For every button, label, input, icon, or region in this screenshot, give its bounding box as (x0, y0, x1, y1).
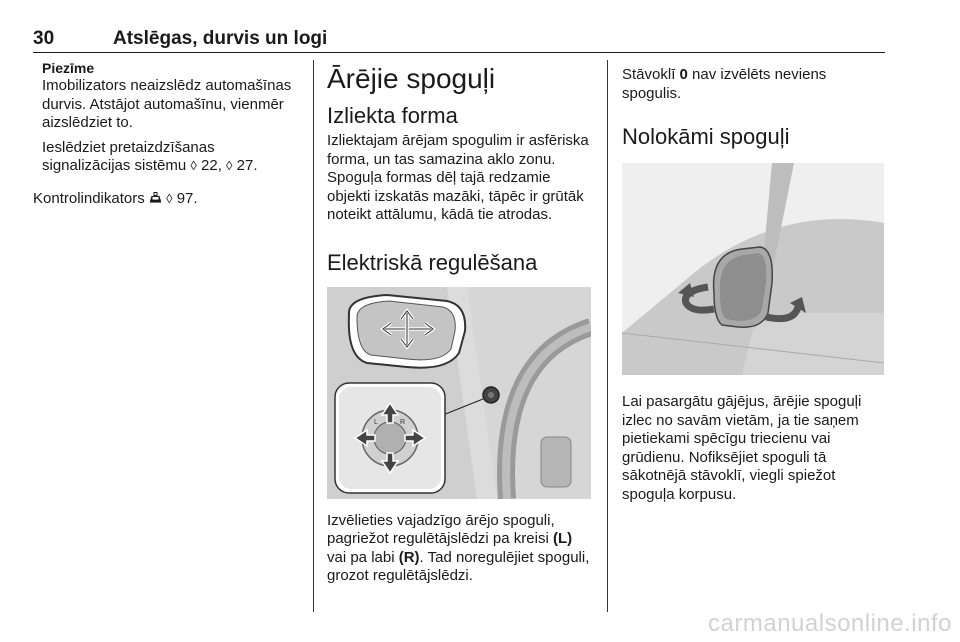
folding-mirror-illustration (622, 163, 884, 375)
column-middle (327, 60, 595, 586)
body-text: vai pa labi (327, 548, 395, 566)
switch-label-l: L (374, 418, 378, 426)
page-ref[interactable]: 22 (201, 157, 218, 174)
folding-mirror (714, 247, 773, 327)
body-paragraph (327, 512, 595, 586)
switch-inset (335, 383, 445, 493)
subsection-title: Elektriskā regulēšana (327, 249, 538, 275)
label-left: (L) (552, 530, 573, 547)
column-right (622, 60, 884, 504)
column-divider (607, 60, 608, 612)
watermark: carmanualsonline.info (708, 610, 952, 637)
chapter-title: Atslēgas, durvis un logi (113, 28, 328, 49)
note-paragraph: Imobilizators neaizslēdz automašīnas durvis. Atstājot automašīnu, vienmēr aizslēdziet to. (42, 77, 292, 131)
note-paragraph: Ieslēdziet pretaizdzīšanas signalizācijas sistēmu ◊ 22, ◊ 27. (42, 138, 258, 174)
page-ref[interactable]: 97. (176, 189, 198, 207)
side-mirror (349, 295, 465, 368)
body-paragraph: Izliektajam ārējam spogulim ir asfēriska forma, un tas samazina aklo zonu. Spoguļa formas dēļ tajā redzamie objekti izskatās mazāki, tāpēc ir grūtāk noteikt attālumu, kādā tie atrodas. (327, 132, 589, 223)
position-zero: 0 (679, 66, 688, 83)
note-box (42, 60, 303, 176)
indicator-text: Kontrolindikators (33, 189, 145, 207)
mirror-adjust-illustration (327, 287, 591, 499)
subsection-title: Izliekta forma (327, 103, 458, 128)
xref-icon: ◊ (190, 158, 197, 173)
body-text: Stāvoklī (622, 66, 676, 83)
switch-label-r: R (400, 418, 406, 426)
subsection-title: Nolokāmi spoguļi (622, 124, 790, 149)
car-lock-icon (149, 192, 162, 204)
body-text: nav izvēlēts neviens spogulis. (622, 66, 827, 102)
page-header (33, 28, 885, 53)
body-text: . Tad noregulējiet spoguli, grozot regulētājslēdzi. (327, 548, 590, 584)
indicator-paragraph (33, 190, 303, 209)
body-paragraph (622, 66, 884, 103)
column-divider (313, 60, 314, 612)
page-ref[interactable]: 27. (236, 157, 258, 174)
note-text: Ieslēdziet pretaizdzīšanas signalizācijas sistēmu (42, 138, 215, 174)
section-title: Ārējie spoguļi (327, 63, 496, 94)
label-right: (R) (398, 548, 420, 566)
xref-icon: ◊ (226, 158, 233, 173)
note-title: Piezīme (42, 60, 95, 76)
xref-icon: ◊ (166, 190, 173, 206)
column-left (33, 60, 303, 208)
body-paragraph: Lai pasargātu gājējus, ārējie spoguļi izlec no savām vietām, ja tie saņem pietiekami spēcīgu triecienu vai grūdienu. Nofiksējiet spoguli tā sākotnējā stāvoklī, viegli spiežot spoguļa korpusu. (622, 393, 862, 503)
page-number: 30 (33, 28, 55, 49)
body-text: Izvēlieties vajadzīgo ārējo spoguli, pagriežot regulētājslēdzi pa kreisi (327, 511, 555, 547)
